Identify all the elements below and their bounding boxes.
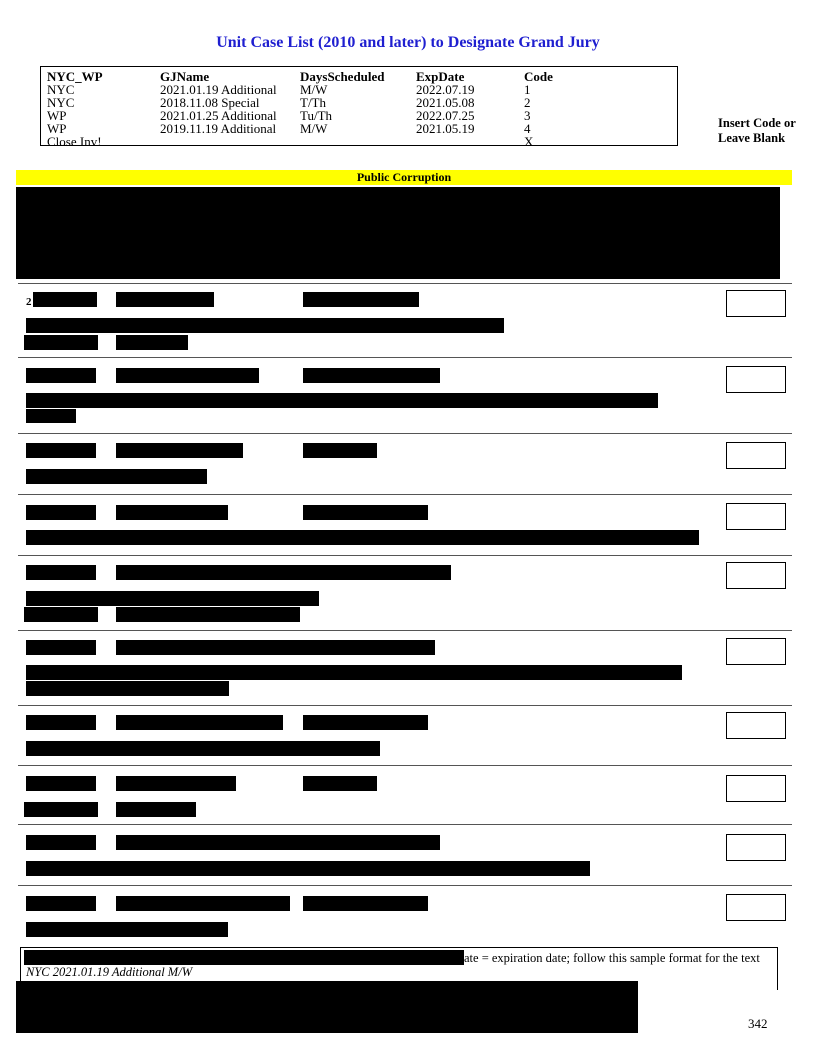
redaction-block (303, 715, 428, 730)
redaction-block (26, 861, 590, 876)
insert-code-label: Insert Code or (718, 116, 796, 130)
insert-code-instruction (718, 116, 814, 146)
redaction-block (26, 715, 96, 730)
table-cell: 2022.07.19 (416, 82, 475, 97)
notes-instruction-text: ate = expiration date; follow this sample format for the text (464, 951, 760, 965)
table-cell: 2018.11.08 Special (160, 95, 260, 110)
code-input-box[interactable] (726, 442, 786, 469)
table-cell: X (524, 134, 534, 149)
redaction-block (26, 318, 504, 333)
redaction-block (26, 681, 229, 696)
code-input-box[interactable] (726, 894, 786, 921)
redaction-block (116, 640, 435, 655)
redaction-block (26, 835, 96, 850)
table-cell: 2019.11.19 Additional (160, 121, 277, 136)
redaction-block (303, 505, 428, 520)
table-cell: 2021.05.08 (416, 95, 475, 110)
redaction-block (303, 368, 440, 383)
redaction-block (116, 776, 236, 791)
redaction-block (116, 802, 196, 817)
column-header-days-scheduled: DaysScheduled (300, 69, 385, 84)
row-divider (18, 283, 792, 284)
table-cell: T/Th (300, 95, 326, 110)
redaction-block (116, 565, 451, 580)
table-cell: 2021.05.19 (416, 121, 475, 136)
redaction-block (26, 469, 207, 484)
redaction-block (16, 187, 780, 279)
code-input-box[interactable] (726, 638, 786, 665)
redaction-block (116, 835, 440, 850)
row-divider (18, 630, 792, 631)
row-divider (18, 824, 792, 825)
case-id-prefix: 2 (26, 296, 32, 308)
redaction-block (26, 530, 699, 545)
redaction-block (26, 591, 319, 606)
table-cell: 1 (524, 82, 531, 97)
redaction-block (116, 715, 283, 730)
redaction-block (26, 393, 658, 408)
redaction-block (26, 922, 228, 937)
table-cell: 3 (524, 108, 531, 123)
table-cell: WP (47, 121, 67, 136)
table-row (47, 135, 604, 148)
table-cell: WP (47, 108, 67, 123)
row-divider (18, 494, 792, 495)
redaction-block (26, 443, 96, 458)
row-divider (18, 357, 792, 358)
row-divider (18, 885, 792, 886)
redaction-block (116, 443, 243, 458)
redaction-block (116, 335, 188, 350)
table-cell: M/W (300, 82, 328, 97)
column-header-exp-date: ExpDate (416, 69, 465, 84)
page-number: 342 (748, 1016, 768, 1031)
table-cell: 4 (524, 121, 531, 136)
redaction-block (116, 292, 214, 307)
section-header-public-corruption: Public Corruption (16, 170, 792, 185)
redaction-block (303, 443, 377, 458)
code-input-box[interactable] (726, 290, 786, 317)
column-header-gjname: GJName (160, 69, 210, 84)
grand-jury-reference-box (40, 66, 678, 149)
row-divider (18, 433, 792, 434)
redaction-block (26, 505, 96, 520)
redaction-block (33, 292, 97, 307)
redaction-block (26, 409, 76, 423)
redaction-block (116, 368, 259, 383)
table-cell: NYC (47, 82, 75, 97)
redaction-block (26, 776, 96, 791)
redaction-block (116, 505, 228, 520)
column-header-code: Code (524, 69, 553, 84)
code-input-box[interactable] (726, 775, 786, 802)
code-input-box[interactable] (726, 834, 786, 861)
redaction-block (303, 292, 419, 307)
redaction-block (303, 776, 377, 791)
grand-jury-table (47, 70, 604, 148)
row-divider (18, 555, 792, 556)
table-cell: M/W (300, 121, 328, 136)
table-cell: 2021.01.25 Additional (160, 108, 277, 123)
redaction-block (116, 607, 300, 622)
table-cell: 2022.07.25 (416, 108, 475, 123)
row-divider (18, 705, 792, 706)
table-cell: 2 (524, 95, 531, 110)
redaction-block (26, 565, 96, 580)
redaction-block (24, 335, 98, 350)
leave-blank-label: Leave Blank (718, 131, 786, 145)
table-cell: Close Inv! (47, 134, 102, 149)
table-cell (160, 135, 300, 148)
redaction-block (24, 950, 464, 965)
code-input-box[interactable] (726, 366, 786, 393)
code-input-box[interactable] (726, 562, 786, 589)
redaction-block (26, 741, 380, 756)
redaction-block (26, 665, 682, 680)
redaction-block (16, 981, 638, 1033)
column-header-nyc-wp: NYC_WP (47, 69, 103, 84)
table-cell (300, 135, 416, 148)
redaction-block (26, 368, 96, 383)
redaction-block (26, 640, 96, 655)
code-input-box[interactable] (726, 503, 786, 530)
code-input-box[interactable] (726, 712, 786, 739)
notes-sample-format: NYC 2021.01.19 Additional M/W (26, 965, 193, 979)
redaction-block (116, 896, 290, 911)
table-cell (416, 135, 524, 148)
table-cell: Tu/Th (300, 108, 333, 123)
redaction-block (24, 607, 98, 622)
redaction-block (303, 896, 428, 911)
redaction-block (24, 802, 98, 817)
table-cell: NYC (47, 95, 75, 110)
table-row (47, 122, 604, 135)
page-title: Unit Case List (2010 and later) to Designate Grand Jury (216, 34, 600, 51)
redaction-block (26, 896, 96, 911)
table-cell: 2021.01.19 Additional (160, 82, 277, 97)
row-divider (18, 765, 792, 766)
